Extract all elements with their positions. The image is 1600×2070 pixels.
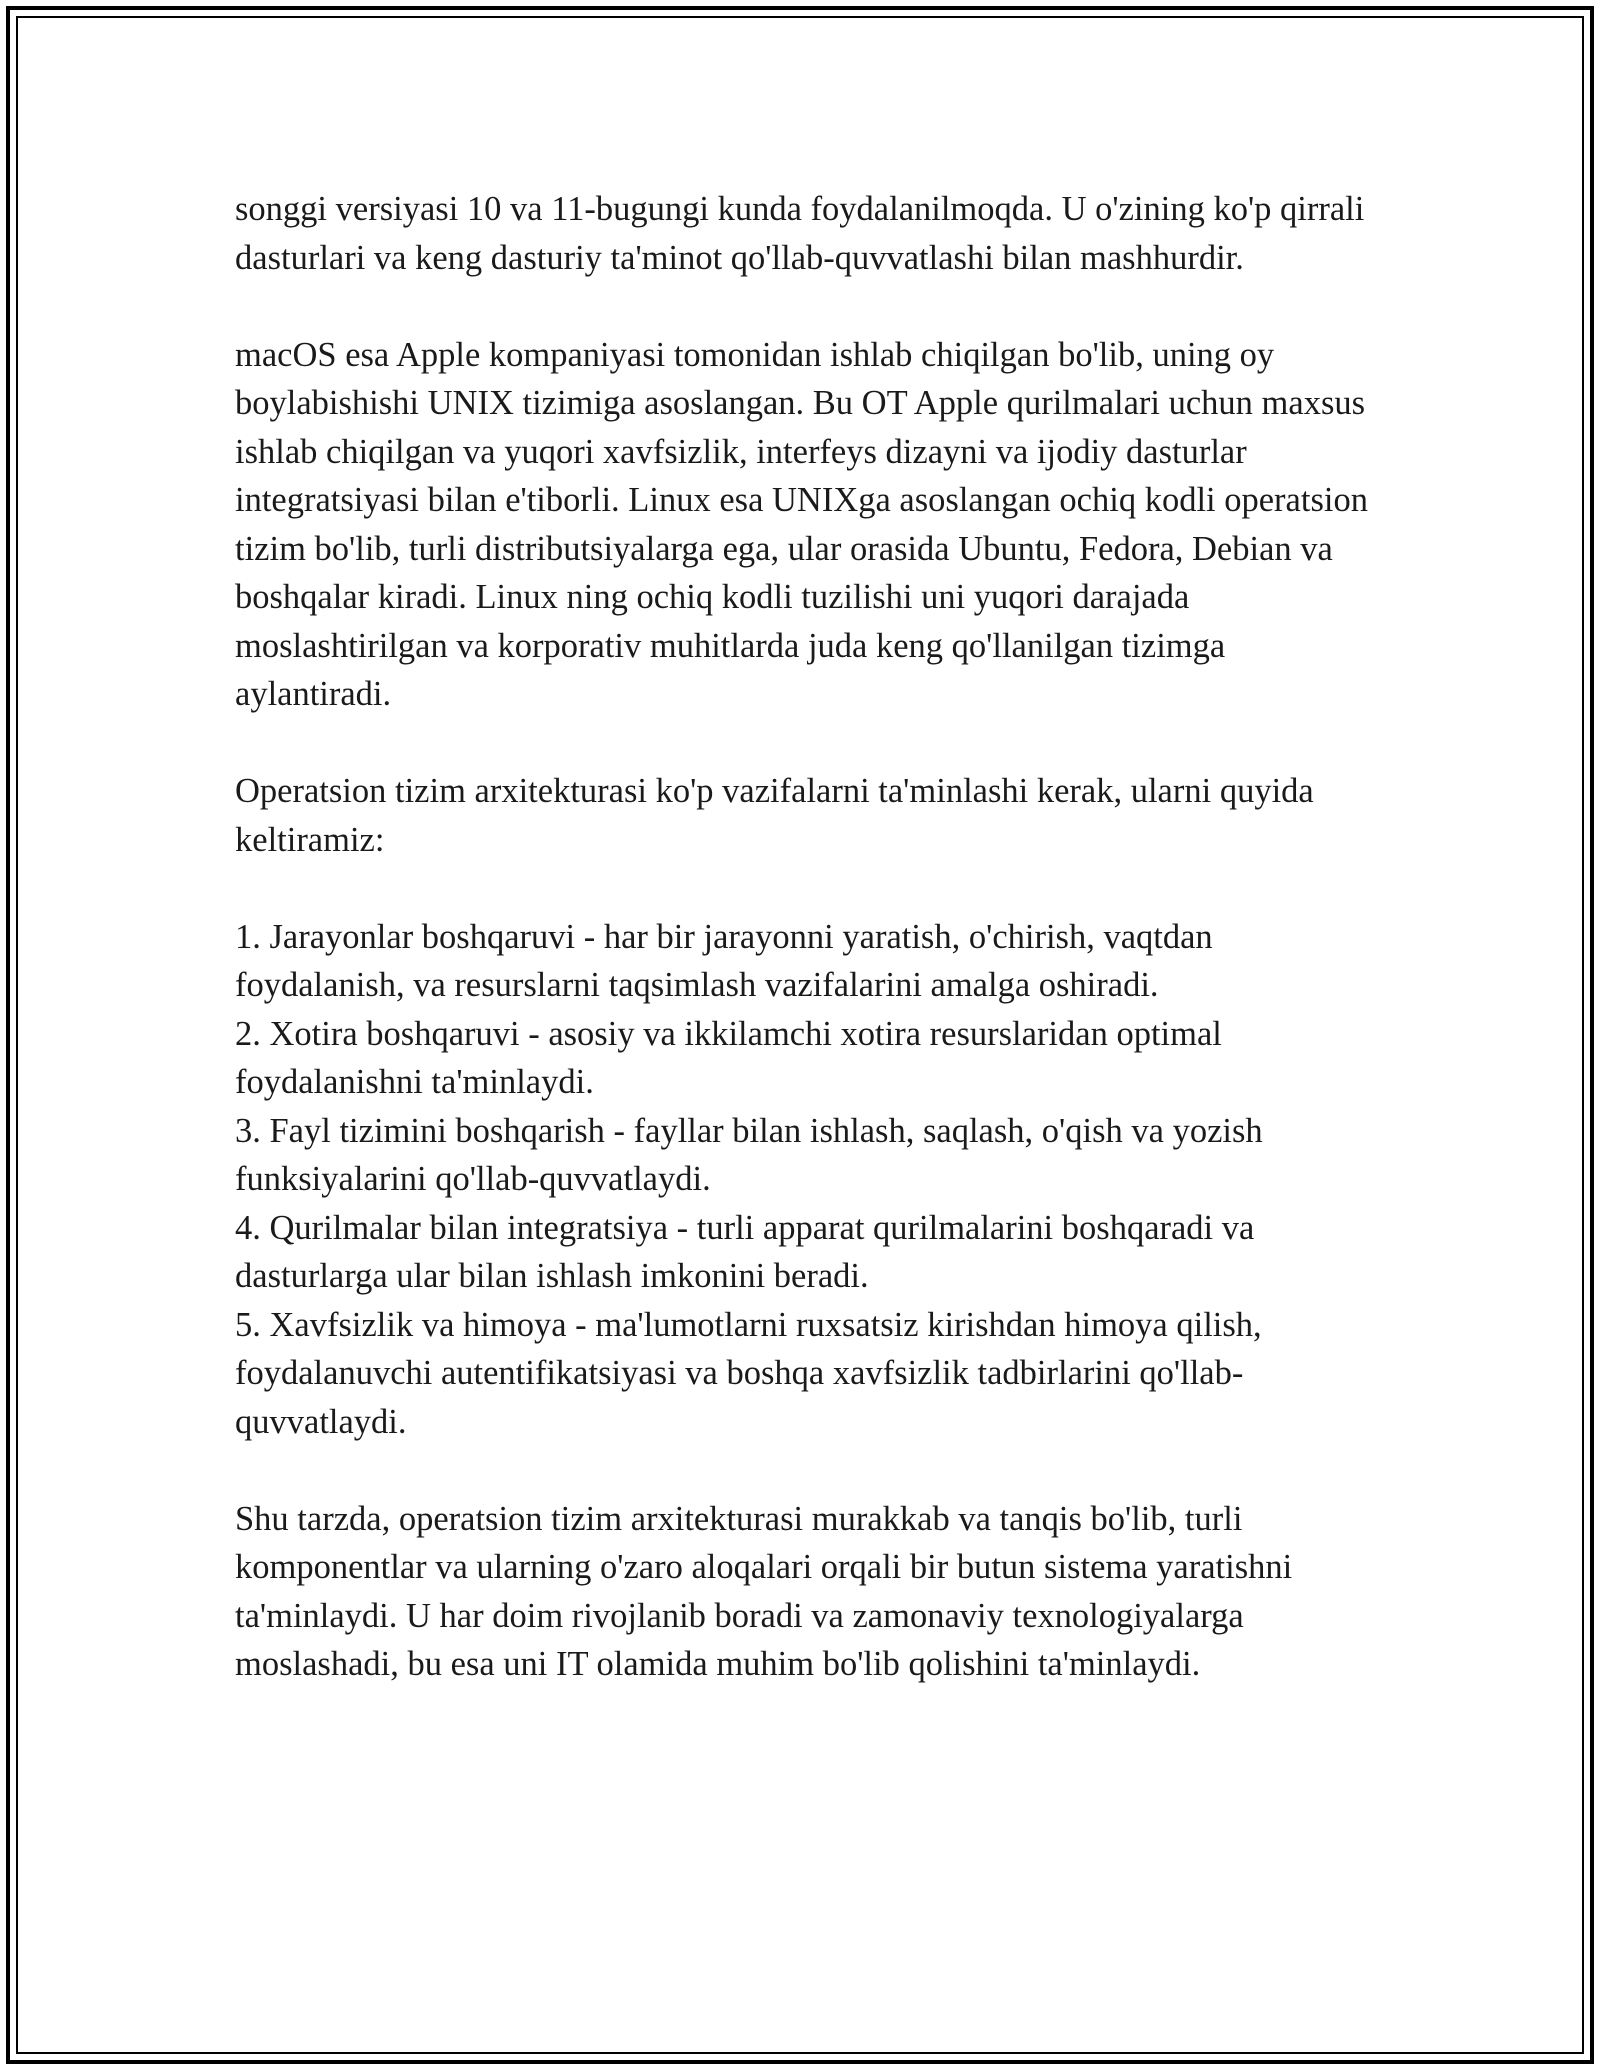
paragraph-architecture-intro: Operatsion tizim arxitekturasi ko'p vazifalarni ta'minlashi kerak, ularni quyida keltiramiz: [235, 772, 1314, 859]
paragraph-conclusion: Shu tarzda, operatsion tizim arxitekturasi murakkab va tanqis bo'lib, turli komponentlar va ularning o'zaro aloqalari orqali bir butun sistema yaratishni ta'minlaydi. U har doim rivojlanib boradi va zamonaviy texnologiyalarga moslashadi, bu esa uni IT olamida muhim bo'lib qolishini ta'minlaydi. [235, 1499, 1293, 1683]
paragraph-windows-intro: songgi versiyasi 10 va 11-bugungi kunda foydalanilmoqda. U o'zining ko'p qirrali dasturlari va keng dasturiy ta'minot qo'llab-quvvatlashi bilan mashhurdir. [235, 190, 1365, 277]
list-item: 1. Jarayonlar boshqaruvi - har bir jarayonni yaratish, o'chirish, vaqtdan foydalanish, va resurslarni taqsimlash vazifalarini amalga oshiradi. [235, 917, 1213, 1004]
list-item: 2. Xotira boshqaruvi - asosiy va ikkilamchi xotira resurslaridan optimal foydalanishni ta'minlaydi. [235, 1014, 1222, 1101]
list-item: 4. Qurilmalar bilan integratsiya - turli apparat qurilmalarini boshqaradi va dasturlarga ular bilan ishlash imkonini beradi. [235, 1208, 1255, 1295]
paragraph-macos-linux: macOS esa Apple kompaniyasi tomonidan ishlab chiqilgan bo'lib, uning oy boylabishishi UNIX tizimiga asoslangan. Bu OT Apple qurilmalari uchun maxsus ishlab chiqilgan va yuqori xavfsizlik, interfeys dizayni va ijodiy dasturlar integratsiyasi bilan e'tiborli. Linux esa UNIXga asoslangan ochiq kodli operatsion tizim bo'lib, turli distributsiyalarga ega, ular orasida Ubuntu, Fedora, Debian va boshqalar kiradi. Linux ning ochiq kodli tuzilishi uni yuqori darajada moslashtirilgan va korporativ muhitlarda juda keng qo'llanilgan tizimga aylantiradi. [235, 335, 1368, 713]
list-item: 3. Fayl tizimini boshqarish - fayllar bilan ishlash, saqlash, o'qish va yozish funksiyalarini qo'llab-quvvatlaydi. [235, 1111, 1263, 1198]
architecture-task-list [235, 913, 1385, 1447]
list-item: 5. Xavfsizlik va himoya - ma'lumotlarni ruxsatsiz kirishdan himoya qilish, foydalanuvchi autentifikatsiyasi va boshqa xavfsizlik tadbirlarini qo'llab-quvvatlaydi. [235, 1305, 1262, 1441]
document-body [235, 185, 1385, 1737]
